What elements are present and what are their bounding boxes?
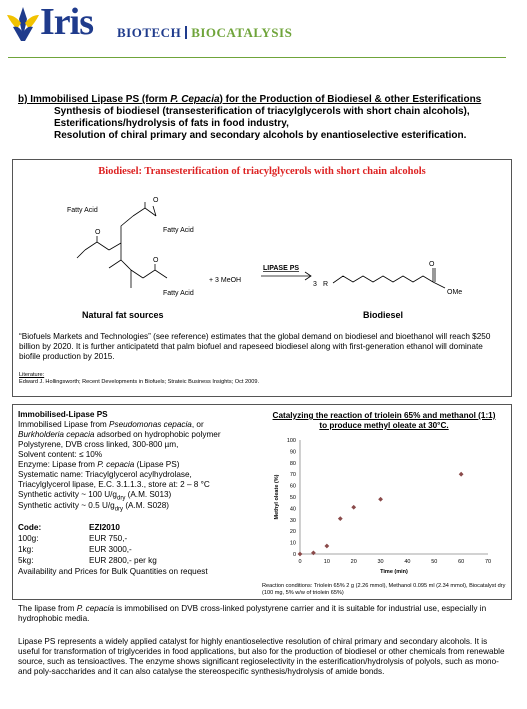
product-r-group: R (323, 281, 329, 288)
x-tick-label: 60 (458, 559, 465, 565)
fatty-acid-label-1: Fatty Acid (67, 207, 98, 214)
literature-reference: Edward J. Hollingsworth; Recent Developments in Biofuels; Strateic Business Insights; Oct 2009. (19, 379, 260, 385)
product-line-9: Synthetic activity ~ 0.5 $U/g_{dry}$ (A.M. S028) (18, 501, 170, 513)
price-size-2: 1kg: (18, 545, 34, 554)
price-value-3: EUR 2800,- per kg (89, 556, 157, 565)
product-ome: OMe (447, 289, 463, 296)
biodiesel-box (12, 159, 512, 397)
price-value-2: EUR 3000,- (89, 545, 132, 554)
footer-paragraph-1: The lipase from P. cepacia is immobilised on DVB cross-linked polystyrene carrier and it is suitable for industrial use, especially in hydrophobic media. (18, 604, 487, 623)
scheme-o-mid: O (95, 229, 101, 236)
x-axis-label: Time (min) (380, 569, 408, 575)
price-size-1: 100g: (18, 534, 39, 543)
scheme-o-top: O (153, 197, 159, 204)
product-line-5: Enzyme: Lipase from P. cepacia (Lipase PS) (18, 460, 180, 469)
methyl-oleate-chart (262, 432, 502, 582)
y-tick-label: 100 (286, 438, 296, 444)
data-point (351, 505, 356, 510)
y-axis-label: Methyl oleate (%) (274, 474, 280, 520)
product-box (12, 404, 512, 600)
y-tick-label: 80 (289, 460, 296, 467)
label-biodiesel: Biodiesel (363, 310, 404, 320)
data-point (338, 516, 343, 521)
iris-flower-icon (3, 3, 43, 43)
header-rule (8, 57, 506, 58)
x-tick-label: 20 (350, 559, 357, 565)
y-tick-label: 60 (289, 483, 296, 490)
y-tick-label: 90 (289, 449, 296, 456)
data-point (324, 544, 329, 549)
label-natural-fat: Natural fat sources (82, 310, 164, 320)
y-tick-label: 70 (289, 472, 296, 479)
product-line-3: Polystyrene, DVB cross linked, 300-800 µm, (18, 440, 179, 449)
data-point (311, 550, 316, 555)
product-line-1: Immobilised Lipase from Pseudomonas cepacia, or (18, 420, 204, 429)
heading-line-2: Esterifications/hydrolysis of fats in food industry, (54, 118, 289, 129)
y-tick-label: 20 (289, 529, 296, 536)
biodiesel-title: Biodiesel: Transesterification of triacylglycerols with short chain alcohols (98, 166, 426, 177)
brand-divider (185, 26, 187, 39)
price-size-3: 5kg: (18, 556, 34, 565)
data-point (378, 497, 383, 502)
x-tick-label: 30 (377, 559, 384, 565)
x-tick-label: 40 (404, 559, 411, 565)
data-point (298, 552, 303, 557)
chart-reaction-note: Reaction conditions: Triolein 65% 2 g (2.26 mmol), Methanol 0.095 ml (2.34 mmol), Biocatalyst dry (100 mg, 5% w/w of triolein 65%) (262, 583, 506, 596)
product-coefficient: 3 (313, 281, 317, 288)
product-title: Immobilised-Lipase PS (18, 410, 108, 419)
code-label: Code: (18, 523, 42, 532)
section-heading (18, 94, 508, 142)
y-tick-label: 30 (289, 517, 296, 524)
x-tick-label: 10 (323, 559, 330, 565)
x-tick-label: 0 (298, 559, 302, 565)
fatty-acid-label-2: Fatty Acid (163, 227, 194, 234)
y-tick-label: 50 (289, 495, 296, 501)
data-point (459, 472, 464, 477)
x-tick-label: 70 (484, 559, 492, 565)
literature-label: Literature: (19, 372, 45, 378)
enzyme-label: LIPASE PS (263, 265, 300, 272)
biodiesel-paragraph: “Biofuels Markets and Technologies” (see reference) estimates that the global demand on biodiesel and bioethanol will reach $250 billion by 2020. It is further anticipatetd that palm biofuel and rapeseed biodiesel along with first-generation ethanol will dominate biofile production by 2015. (19, 332, 491, 361)
scheme-o-product: O (429, 261, 435, 268)
reagent-meoh: + 3 MeOH (209, 277, 242, 284)
product-line-6: Systematic name: Triacylglycerol acylhydrolase, (18, 470, 192, 479)
transesterification-scheme (13, 178, 511, 308)
heading-line-3: Resolution of chiral primary and secondary alcohols by enantioselective esterification. (54, 130, 467, 141)
brand-sub-biotech: BIOTECH (117, 25, 182, 40)
code-value: EZI2010 (89, 523, 120, 532)
brand-name: Iris (40, 1, 93, 43)
y-tick-label: 10 (289, 540, 296, 547)
section-title: b) Immobilised Lipase PS (form P. Cepacia) for the Production of Biodiesel & other Esterifications (18, 94, 482, 105)
fatty-acid-label-3: Fatty Acid (163, 290, 194, 297)
product-line-8: Synthetic activity ~ 100 $U/g_{dry}$ (A.M. S013) (18, 490, 172, 502)
brand-subtitle (117, 25, 292, 41)
product-line-2: Burkholderia cepacia adsorbed on hydrophobic polymer (18, 430, 221, 439)
y-tick-label: 40 (289, 506, 296, 513)
heading-line-1: Synthesis of biodiesel (transesterification of triacylglycerols with short chain alcohols), (54, 106, 470, 117)
y-tick-label: 0 (292, 552, 296, 558)
product-line-7: Triacylglycerol lipase, E.C. 3.1.1.3., store at: 2 – 8 °C (18, 480, 210, 489)
x-tick-label: 50 (431, 559, 438, 565)
availability-note: Availability and Prices for Bulk Quantities on request (18, 567, 208, 576)
brand-sub-biocatalysis: BIOCATALYSIS (191, 25, 293, 40)
product-line-4: Solvent content: ≤ 10% (18, 450, 103, 459)
footer-paragraph-2: Lipase PS represents a widely applied catalyst for highly enantioselective resolution of chiral primary and secondary alcohols. It is useful for transformation of triglycerides in food applications, but also for the production of biodiesel or other chemicals from renewable source, such as tensioactives. The enzyme shows significant regioselectivity in the esterification/hydrolysis of polyols, such as mono- and poly-saccharides and it can also catalyse the stereospecific synthesis/hydrolysis of amide bonds. (18, 637, 505, 676)
scheme-o-bot: O (153, 257, 159, 264)
price-value-1: EUR 750,- (89, 534, 128, 543)
chart-title: Catalyzing the reaction of triolein 65% and methanol (1:1) to produce methyl oleate at 30°C. (272, 411, 496, 430)
